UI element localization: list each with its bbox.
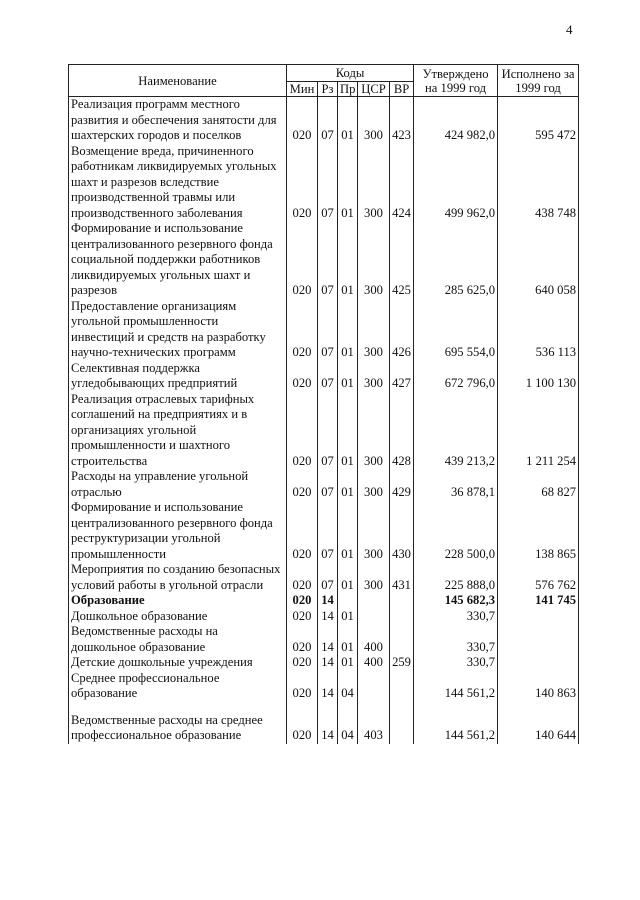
row-executed: 141 745 <box>498 593 579 609</box>
row-vr: 427 <box>390 361 414 392</box>
table-row <box>69 562 579 593</box>
row-approved: 424 982,0 <box>414 97 498 144</box>
row-executed: 138 865 <box>498 500 579 562</box>
table-row <box>69 609 579 625</box>
row-vr: 428 <box>390 392 414 470</box>
row-executed <box>498 609 579 625</box>
table-row <box>69 469 579 500</box>
row-csr: 400 <box>358 655 390 671</box>
row-pr: 01 <box>338 624 358 655</box>
table-row <box>69 392 579 470</box>
row-rz: 14 <box>318 671 338 702</box>
row-approved: 672 796,0 <box>414 361 498 392</box>
row-csr <box>358 593 390 609</box>
row-vr: 431 <box>390 562 414 593</box>
row-csr: 300 <box>358 500 390 562</box>
row-pr: 01 <box>338 221 358 299</box>
row-pr: 01 <box>338 392 358 470</box>
row-rz: 07 <box>318 97 338 144</box>
row-name: Селективная поддержка угледобывающих предприятий <box>69 361 287 392</box>
row-csr <box>358 671 390 702</box>
table-row <box>69 361 579 392</box>
row-min: 020 <box>287 361 318 392</box>
row-min: 020 <box>287 562 318 593</box>
row-min: 020 <box>287 671 318 702</box>
row-approved: 285 625,0 <box>414 221 498 299</box>
row-csr: 300 <box>358 469 390 500</box>
row-vr <box>390 593 414 609</box>
row-csr: 300 <box>358 562 390 593</box>
row-approved: 330,7 <box>414 655 498 671</box>
row-approved: 225 888,0 <box>414 562 498 593</box>
row-min: 020 <box>287 144 318 222</box>
row-rz: 07 <box>318 299 338 361</box>
row-vr: 423 <box>390 97 414 144</box>
row-executed <box>498 624 579 655</box>
row-min: 020 <box>287 221 318 299</box>
row-min: 020 <box>287 655 318 671</box>
row-vr: 425 <box>390 221 414 299</box>
row-min: 020 <box>287 609 318 625</box>
row-vr: 426 <box>390 299 414 361</box>
row-min: 020 <box>287 500 318 562</box>
row-name: Детские дошкольные учреждения <box>69 655 287 671</box>
row-rz: 14 <box>318 702 338 744</box>
table-row <box>69 671 579 702</box>
row-pr: 04 <box>338 702 358 744</box>
header-executed: Исполнено за 1999 год <box>498 65 579 97</box>
row-pr: 01 <box>338 655 358 671</box>
row-name: Предоставление организациям угольной промышленности инвестиций и средств на разработку научно-технических программ <box>69 299 287 361</box>
header-name: Наименование <box>69 65 287 97</box>
row-name: Расходы на управление угольной отраслью <box>69 469 287 500</box>
table-row <box>69 144 579 222</box>
row-vr <box>390 624 414 655</box>
row-approved: 330,7 <box>414 609 498 625</box>
row-name: Дошкольное образование <box>69 609 287 625</box>
row-executed: 1 100 130 <box>498 361 579 392</box>
row-name: Возмещение вреда, причиненного работникам ликвидируемых угольных шахт и разрезов вследствие производственной травмы или производственного заболевания <box>69 144 287 222</box>
row-rz: 07 <box>318 562 338 593</box>
row-pr: 01 <box>338 562 358 593</box>
header-approved: Утверждено на 1999 год <box>414 65 498 97</box>
row-rz: 07 <box>318 469 338 500</box>
row-pr <box>338 593 358 609</box>
row-rz: 07 <box>318 392 338 470</box>
row-approved: 144 561,2 <box>414 702 498 744</box>
row-rz: 07 <box>318 500 338 562</box>
row-name: Реализация отраслевых тарифных соглашений на предприятиях и в организациях угольной промышленности и шахтного строительства <box>69 392 287 470</box>
header-pr: Пр <box>338 82 358 97</box>
row-pr: 04 <box>338 671 358 702</box>
table-row <box>69 500 579 562</box>
row-executed: 140 644 <box>498 702 579 744</box>
row-pr: 01 <box>338 299 358 361</box>
row-rz: 14 <box>318 624 338 655</box>
row-executed: 536 113 <box>498 299 579 361</box>
row-csr: 300 <box>358 361 390 392</box>
row-min: 020 <box>287 299 318 361</box>
row-min: 020 <box>287 624 318 655</box>
row-csr: 300 <box>358 299 390 361</box>
row-min: 020 <box>287 392 318 470</box>
row-pr: 01 <box>338 361 358 392</box>
row-rz: 07 <box>318 361 338 392</box>
row-executed <box>498 655 579 671</box>
row-approved: 144 561,2 <box>414 671 498 702</box>
row-name: Ведомственные расходы на среднее профессиональное образование <box>69 702 287 744</box>
row-vr <box>390 671 414 702</box>
row-name: Формирование и использование централизованного резервного фонда социальной поддержки работников ликвидируемых угольных шахт и разрезов <box>69 221 287 299</box>
row-csr <box>358 609 390 625</box>
row-name: Мероприятия по созданию безопасных условий работы в угольной отрасли <box>69 562 287 593</box>
table-row <box>69 624 579 655</box>
row-csr: 403 <box>358 702 390 744</box>
row-csr: 300 <box>358 392 390 470</box>
row-executed: 140 863 <box>498 671 579 702</box>
row-rz: 14 <box>318 593 338 609</box>
row-approved: 695 554,0 <box>414 299 498 361</box>
row-name: Формирование и использование централизованного резервного фонда реструктуризации угольной промышленности <box>69 500 287 562</box>
row-vr: 429 <box>390 469 414 500</box>
row-min: 020 <box>287 702 318 744</box>
row-rz: 07 <box>318 144 338 222</box>
row-executed: 68 827 <box>498 469 579 500</box>
row-csr: 300 <box>358 97 390 144</box>
row-name: Среднее профессиональное образование <box>69 671 287 702</box>
table-row <box>69 97 579 144</box>
row-executed: 595 472 <box>498 97 579 144</box>
table-row <box>69 593 579 609</box>
row-vr: 424 <box>390 144 414 222</box>
row-approved: 145 682,3 <box>414 593 498 609</box>
row-vr <box>390 609 414 625</box>
row-csr: 300 <box>358 144 390 222</box>
row-name: Образование <box>69 593 287 609</box>
table-row <box>69 299 579 361</box>
row-executed: 640 058 <box>498 221 579 299</box>
header-rz: Рз <box>318 82 338 97</box>
row-min: 020 <box>287 97 318 144</box>
row-rz: 14 <box>318 655 338 671</box>
row-min: 020 <box>287 469 318 500</box>
row-executed: 438 748 <box>498 144 579 222</box>
budget-table <box>68 64 579 744</box>
row-pr: 01 <box>338 144 358 222</box>
row-approved: 228 500,0 <box>414 500 498 562</box>
row-approved: 330,7 <box>414 624 498 655</box>
row-executed: 576 762 <box>498 562 579 593</box>
row-min: 020 <box>287 593 318 609</box>
row-csr: 400 <box>358 624 390 655</box>
row-pr: 01 <box>338 500 358 562</box>
row-pr: 01 <box>338 609 358 625</box>
row-vr: 259 <box>390 655 414 671</box>
row-pr: 01 <box>338 97 358 144</box>
row-rz: 14 <box>318 609 338 625</box>
row-approved: 439 213,2 <box>414 392 498 470</box>
row-rz: 07 <box>318 221 338 299</box>
row-approved: 36 878,1 <box>414 469 498 500</box>
row-vr: 430 <box>390 500 414 562</box>
header-vr: ВР <box>390 82 414 97</box>
row-name: Реализация программ местного развития и обеспечения занятости для шахтерских городов и поселков <box>69 97 287 144</box>
header-codes: Коды <box>287 65 414 82</box>
header-csr: ЦСР <box>358 82 390 97</box>
header-min: Мин <box>287 82 318 97</box>
table-row <box>69 702 579 744</box>
row-approved: 499 962,0 <box>414 144 498 222</box>
table-body <box>69 97 579 744</box>
table-row <box>69 221 579 299</box>
row-vr <box>390 702 414 744</box>
row-name: Ведомственные расходы на дошкольное образование <box>69 624 287 655</box>
table-row <box>69 655 579 671</box>
row-executed: 1 211 254 <box>498 392 579 470</box>
page-number: 4 <box>566 22 573 37</box>
row-csr: 300 <box>358 221 390 299</box>
row-pr: 01 <box>338 469 358 500</box>
